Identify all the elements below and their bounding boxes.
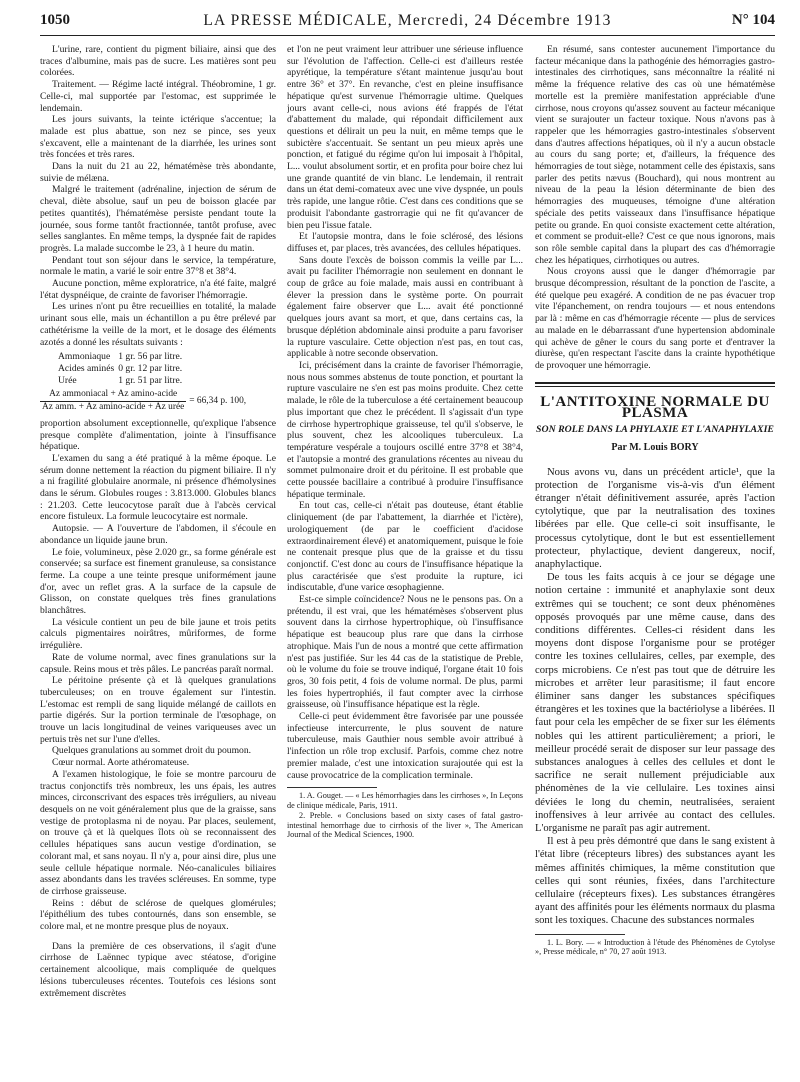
analysis-name: Urée [58, 374, 77, 386]
article-body [535, 466, 775, 928]
issue-number: N° 104 [731, 12, 775, 28]
formula-fraction [40, 389, 186, 413]
paragraph: Malgré le traitement (adrénaline, injection de sérum de cheval, diète absolue, sauf un peu de boisson glacée par petites quantités), l'hématémèse persiste pendant toute la journée, sous forme tantôt fractionnée, tantôt profuse, avec selles sanglantes. En même temps, la dyspnée fait de rapides progrès. La malade succombe le 23, à 1 heure du matin. [40, 184, 276, 254]
page-header [40, 12, 775, 34]
paragraph: Le foie, volumineux, pèse 2.020 gr., sa forme générale est conservée; sa surface est finement granuleuse, sa consistance ferme. La coupe a une teinte presque uniformément jaune d'or, avec un reflet gras. A la surface de la capsule de Glisson, on constate quelques très fines granulations blanchâtres. [40, 546, 276, 617]
paragraph: De tous les faits acquis à ce jour se dégage une notion certaine : immunité et anaphylaxie sont deux extrêmes qui se touchent; ce sont deux phénomènes opposés provoqués par une même cause, dans des conditions différentes. Celles-ci résident dans les moyens dont dispose l'organisme pour se protéger contre les toxines cellulaires, celles, par exemple, des corps microbiens. Ce n'est pas tout que de détruire les microbes et arrêter leur parasitisme; il faut encore éliminer sans danger les substances spécifiques étrangères et les toxines que la bactériolyse a libérées. Il faut pour cela les empêcher de se fixer sur les éléments nobles qui les attirent particulièrement; a priori, le meilleur procédé serait de disposer sur leur passage des substances analogues à celles des cellules et dont le sacrifice ne serait nullement préjudiciable aux phénomènes de la vie cellulaire. Les toxines ainsi déviées le long du chemin, neutralisées, seraient inoffensives à leur arrivée au contact des cellules. L'organisme ne paraît pas agir autrement. [535, 572, 775, 834]
paragraph: et l'on ne peut vraiment leur attribuer une sérieuse influence sur l'évolution de l'affection. Celle-ci est d'ailleurs restée apyrétique, la température s'étant maintenue jusqu'au bout entre 36° et 37°. En revanche, c'est en pleine insuffisance hépatique qu'est survenue l'hémorragie ultime. Quelques jours avant celle-ci, nous avions été frappés de l'état d'abattement du malade, qui répondait difficilement aux questions et délirait un peu la nuit, en même temps que le subictère s'accentuait. Se sentant un peu mieux après une ponction, et fatigué du régime qu'on lui imposait à l'hôpital, L... voulut absolument sortir, et en profita pour boire chez lui une grande quantité de vin blanc. Le lendemain, il rentrait dans un état demi-comateux avec une vive dyspnée, un pouls très rapide, une langue rôtie. C'est dans ces conditions que se produisit l'abondante gastrorragie qui ne fit qu'avancer de bien peu l'issue fatale. [287, 44, 523, 231]
paragraph: Traitement. — Régime lacté intégral. Théobromine, 1 gr. Celle-ci, mal supportée par l'estomac, est supprimée le lendemain. [40, 79, 276, 114]
paragraph: Autopsie. — A l'ouverture de l'abdomen, il s'écoule en abondance un liquide jaune brun. [40, 523, 276, 546]
paragraph: Cœur normal. Aorte athéromateuse. [52, 757, 190, 769]
paragraph: Est-ce simple coïncidence? Nous ne le pensons pas. On a prétendu, il est vrai, que les hématémèses s'observent plus souvent dans la cirrhose hypertrophique, où l'insuffisance hépatique est beaucoup plus rare que dans la cirrhose atrophique. Mais l'un de nous a montré que cette affirmation n'est pas justifiée. Sur les 44 cas de la statistique de Preble, où le volume du foie se trouve indiqué, l'organe était 10 fois gros, 30 fois petit, 4 fois de volume normal. De plus, parmi les foies hypertrophiés, il faut compter avec la cirrhose graisseuse, où l'insuffisance hépatique est la règle. [287, 594, 523, 711]
table-row [58, 375, 186, 387]
paragraph: Ici, précisément dans la crainte de favoriser l'hémorragie, nous nous sommes abstenus de toute ponction, et pourtant la rupture vasculaire ne s'en est pas moins produite. Chez cette malade, le rôle de la tuberculose a été certainement beaucoup plus important que chez le précédent. Il s'agissait d'un type de cirrhose hypertrophique graisseuse, tel qu'il s'observe, le plus souvent, chez les alcooliques tuberculeux. La température vespérale a toujours oscillé entre 37°8 et 38°4, et l'autopsie a montré des granulations récentes au niveau du sommet pulmonaire droit et du péritoine. Il est probable que cette poussée bacillaire a contribué à produire l'insuffisance hépatique terminale. [287, 359, 523, 500]
column-left [40, 44, 276, 1072]
paragraph: Nous croyons aussi que le danger d'hémorragie par brusque décompression, résultant de la ponction de l'ascite, a été quelque peu exagéré. A condition de ne pas évacuer trop vite l'épanchement, on rendra toujours — et nous entendons par là : même en cas d'hémorragie récente — plus de services au malade en le débarrassant d'une hypertension abdominale qui achève de gêner le cours du sang porte et d'entraver la diurèse, qu'en respectant l'ascite dans la crainte hypothétique de provoquer une hémorragie. [535, 266, 775, 371]
paragraph: proportion absolument exceptionnelle, qu'explique l'absence presque complète d'alimentation, jointe à l'insuffisance hépatique. [40, 417, 276, 453]
analysis-value: 0 gr. 12 par litre. [118, 362, 183, 374]
paragraph: Et l'autopsie montra, dans le foie sclérosé, des lésions diffuses et, par places, très avancées, des cellules hépatiques. [287, 231, 523, 254]
paragraph: Nous avons vu, dans un précédent article¹, que la protection de l'organisme vis-à-vis d'un élément étranger n'était définitivement assurée, après l'action cytolytique, que par la neutralisation des toxines libérées par elle. Que celle-ci soit insuffisante, le processus cytolytique, dont le but est essentiellement protecteur, phylactique, devient dangereux, nocif, anaphylactique. [535, 466, 775, 570]
table-row [58, 363, 186, 375]
paragraph: En résumé, sans contester aucunement l'importance du facteur mécanique dans la pathogénie des hémorragies gastro-intestinales des cirrhotiques, sans méconnaître la réalité ni même la fréquence relative des cas où une hématémèse mortelle est la première manifestation appréciable d'une cirrhose, nous croyons qu'assez souvent au facteur mécanique vient se surajouter un facteur toxique. Nous n'avons pas à rappeler que les hémorragies gastro-intestinales s'observent dans d'autres affections hépatiques, où il n'y a aucun obstacle au cours du sang porte; et, d'ailleurs, la fréquence des hémorragies de tout siège, notamment celle des épistaxis, sans parler des petits nævus (Bouchard), qui nous montrent au niveau de la peau la lésion déterminante de bien des hémorragies des muqueuses, témoigne d'une altération spéciale des petits vaisseaux dans l'insuffisance hépatique petite ou grande. En quoi consiste exactement cette altération, et comment se produit-elle? C'est ce que nous ignorons, mais son rôle semble capital dans la plupart des cas d'hémorragie chez les hépatiques, cirrhotiques ou autres. [535, 44, 775, 266]
paragraph: Dans la nuit du 21 au 22, hématémèse très abondante, suivie de mélæna. [40, 161, 276, 184]
formula-numerator: Az ammoniacal + Az amino-acide [40, 389, 186, 402]
column-right [535, 44, 775, 1072]
paragraph: La vésicule contient un peu de bile jaune et trois petits calculs pigmentaires noirâtres, mûriformes, de forme irrégulière. [40, 616, 276, 652]
footnote: 1. L. Bory. — « Introduction à l'étude des Phénomènes de Cytolyse », Presse médicale, n° 70, 27 août 1913. [535, 937, 775, 957]
analysis-name: Acides aminés [58, 362, 115, 374]
paragraph: A l'examen histologique, le foie se montre parcouru de tractus conjonctifs très nombreux, les uns épais, les autres minces, circonscrivant des espaces très irréguliers, au niveau desquels on ne voit généralement plus que de la graisse, sans vestige de protoplasma ni de noyau. Par places, seulement, on trouve çà et là quelques îlots où se reconnaissent des cellules hépatiques sans aucun vestige d'ordination, se colorant mal, et sans noyau. Il n'y a, pour ainsi dire, plus une seule cellule hépatique normale. Néo-canalicules biliaires assez abondants dans les travées scléreuses. En somme, type de cirrhose graisseuse. [40, 768, 276, 897]
section-rule-top [535, 382, 775, 384]
article-subtitle: SON ROLE DANS LA PHYLAXIE ET L'ANAPHYLAXIE [536, 424, 774, 436]
paragraph: Rate de volume normal, avec fines granulations sur la capsule. Reins mous et très pâles. Le pancréas paraît normal. [40, 651, 276, 675]
footnote: 2. Preble. « Conclusions based on sixty cases of fatal gastro-intestinal hemorrhage due to cirrhosis of the liver », The American Journal of the Medical Sciences, 1900. [287, 810, 523, 840]
footnote: 1. A. Gouget. — « Les hémorrhagies dans les cirrhoses », In Leçons de clinique médicale, Paris, 1911. [287, 791, 523, 811]
paragraph: Reins : début de sclérose de quelques glomérules; l'épithélium des tubes contournés, dans son ensemble, se colore mal, et ne montre presque plus de noyaux. [40, 897, 276, 933]
paragraph: Dans la première de ces observations, il s'agit d'une cirrhose de Laënnec typique avec stéatose, d'origine certainement alcoolique, mais compliquée de quelques lésions tuberculeuses récentes. Toutefois ces lésions sont extrêmement discrètes [40, 940, 276, 999]
article-title: L'ANTITOXINE NORMALE DU PLASMA [540, 393, 770, 422]
paragraph: Les jours suivants, la teinte ictérique s'accentue; la malade est plus abattue, son nez se pince, ses yeux s'excavent, elle a maintenant de la diarrhée, les urines sont très foncées et très rares. [40, 114, 276, 161]
header-rule [40, 35, 775, 36]
article-author: Par M. Louis BORY [611, 441, 699, 453]
analysis-value: 1 gr. 51 par litre. [118, 374, 183, 386]
paragraph: Celle-ci peut évidemment être favorisée par une poussée infectieuse intercurrente, le plus souvent de nature tuberculeuse, mais Gauthier nous semble avoir attribué à l'infection un rôle trop exclusif. Parfois, comme chez notre premier malade, c'est une intoxication surajoutée qui est la cause provocatrice de la complication terminale. [287, 711, 523, 781]
journal-title: LA PRESSE MÉDICALE, Mercredi, 24 Décembre 1913 [203, 12, 612, 29]
paragraph: En tout cas, celle-ci n'était pas douteuse, étant établie cliniquement (de par l'abattement, la diarrhée et l'ictère), urologiquement (de par le coefficient d'acidose extraordinairement élevé) et anatomiquement, puisque le foie ne contenait presque plus que de la graisse et du tissu conjonctif. C'est donc au cours de l'insuffisance hépatique la plus caractérisée que s'est produite la rupture, ici indiscutable, d'une varice œsophagienne. [287, 500, 523, 594]
page-number: 1050 [40, 12, 70, 28]
paragraph: Le péritoine présente çà et là quelques granulations tuberculeuses; on en trouve également sur l'intestin. L'estomac est rempli de sang liquide mélangé de caillots en partie digérés. Sur la portion terminale de l'œsophage, on trouve un lacis longitudinal de veines variqueuses avec un pertuis très net sur l'une d'elles. [40, 675, 276, 745]
acidosis-formula [40, 389, 276, 413]
table-row [58, 351, 186, 363]
analysis-value: 1 gr. 56 par litre. [118, 351, 183, 363]
urine-analysis-table [58, 351, 186, 386]
formula-result: = 66,34 p. 100, [189, 395, 247, 406]
analysis-name: Ammoniaque [58, 351, 111, 363]
formula-denominator: Az amm. + Az amino-acide + Az urée [42, 402, 185, 413]
paragraph: Sans doute l'excès de boisson commis la veille par L... avait pu faciliter l'hémorragie non seulement en donnant le coup de grâce au foie malade, mais aussi en contribuant à élever la pression dans le système porte. On pourrait également faire observer que L... avait été ponctionné quelques jours avant sa mort, et que, dans certains cas, la brusque déplétion abdominale ainsi produite a paru favoriser la rupture vasculaire. Cette objection n'est pas, en tout cas, applicable à notre seconde observation. [287, 254, 523, 360]
paragraph: L'urine, rare, contient du pigment biliaire, ainsi que des traces d'albumine, mais pas de sucre. Les matières sont peu colorées. [40, 44, 276, 79]
footnote-rule [287, 787, 377, 788]
paragraph: Pendant tout son séjour dans le service, la température, normale le matin, a varié le soir entre 37°8 et 38°4. [40, 254, 276, 278]
paragraph: Les urines n'ont pu être recueillies en totalité, la malade urinant sous elle, mais un échantillon a pu être prélevé par cathétérisme la veille de la mort, et le dosage des éléments azotés a donné les résultats suivants : [40, 301, 276, 348]
column-middle [287, 44, 523, 1072]
footnote-rule [535, 934, 625, 935]
paragraph: Quelques granulations au sommet droit du poumon. [52, 745, 252, 757]
paragraph: L'examen du sang a été pratiqué à la même époque. Le sérum donne nettement la réaction du pigment biliaire. Il n'y a ni fragilité globulaire anormale, ni présence d'hémolysines dans le sérum. Globules rouges : 3.813.000. Globules blancs : 21.203. Cette leucocytose paraît due à l'abcès cervical encore fistuleux. La formule leucocytaire est normale. [40, 452, 276, 523]
paragraph: Il est à peu près démontré que dans le sang existent à l'état libre (récepteurs libres) des substances ayant les mêmes affinités chimiques, la même constitution que celles qui sont réunies, fixées, dans l'architecture cellulaire (récepteurs fixes). Les substances étrangères ayant des affinités pour les éléments normaux du plasma sont les toxiques. Chacune des substances normales [535, 836, 775, 927]
paragraph: Aucune ponction, même exploratrice, n'a été faite, malgré l'état dyspnéique, de crainte de favoriser l'hémorragie. [40, 278, 276, 301]
section-rule-bottom [535, 386, 775, 387]
